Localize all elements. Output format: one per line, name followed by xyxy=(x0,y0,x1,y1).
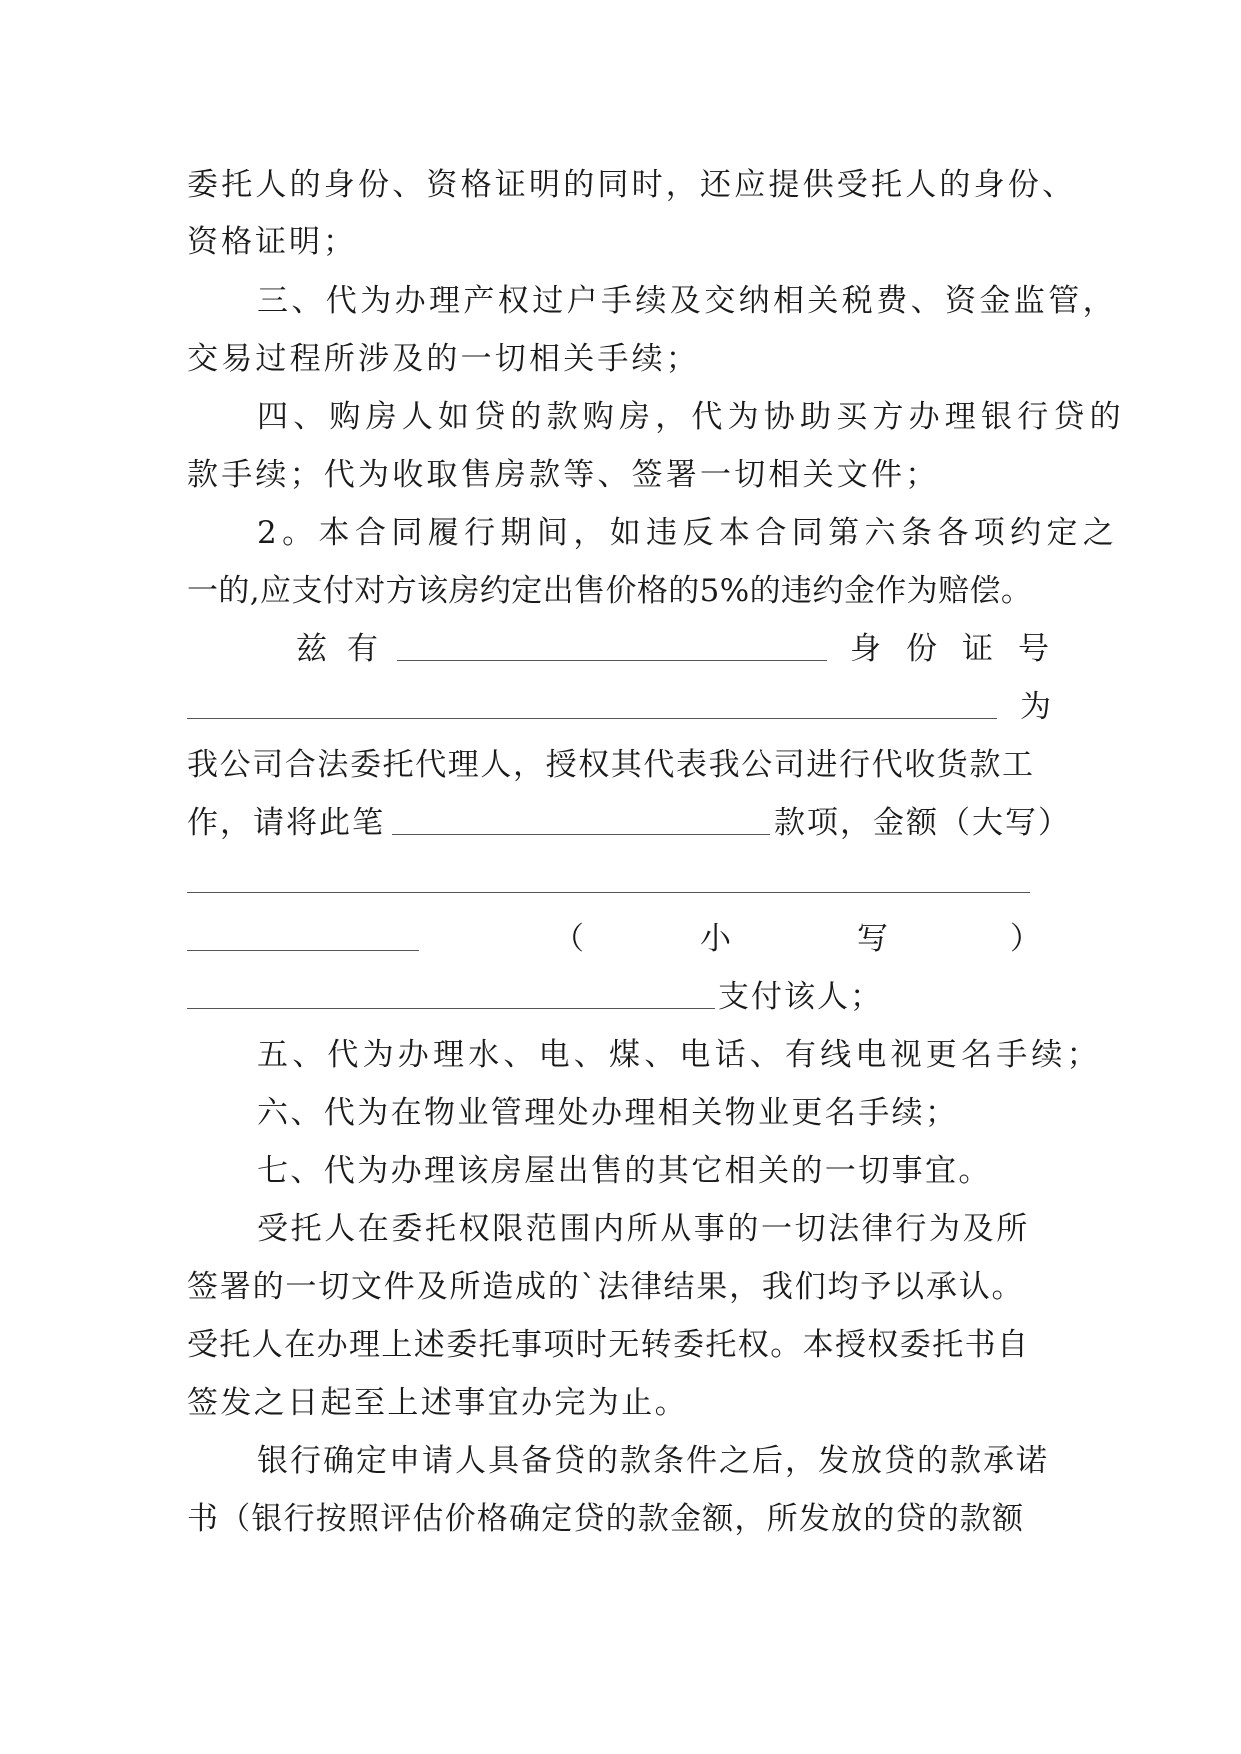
paragraph-text: 款手续；代为收取售房款等、签署一切相关文件； xyxy=(187,457,940,493)
paragraph-text: 委托人的身份、资格证明的同时，还应提供受托人的身份、 xyxy=(187,167,1077,203)
text-char: ） xyxy=(1010,921,1041,957)
text-char: 有 xyxy=(347,631,378,667)
text-char: 号 xyxy=(1018,631,1049,667)
text-line xyxy=(1020,689,1051,725)
text-char: 份 xyxy=(906,631,937,667)
text-line xyxy=(257,399,1126,435)
text-line xyxy=(187,747,1035,783)
text-line xyxy=(718,979,883,1015)
paragraph-text: 签署的一切文件及所造成的`法律结果，我们均予以承认。 xyxy=(187,1269,1025,1305)
text-line xyxy=(962,631,993,667)
paragraph-text: 交易过程所涉及的一切相关手续； xyxy=(187,341,700,377)
text-line xyxy=(857,921,888,957)
text-char: 为 xyxy=(1020,689,1051,725)
text-line xyxy=(1018,631,1049,667)
paragraph-text: 款项，金额（大写） xyxy=(774,805,1071,841)
text-char: 兹 xyxy=(296,631,327,667)
text-char: （ xyxy=(553,921,584,957)
text-char: 证 xyxy=(962,631,993,667)
text-line xyxy=(187,1269,1025,1305)
text-line xyxy=(187,457,940,493)
paragraph-text: 受托人在办理上述委托事项时无转委托权。本授权委托书自 xyxy=(187,1327,1030,1363)
paragraph-text: 书（银行按照评估价格确定贷的款金额，所发放的贷的款额 xyxy=(187,1501,1025,1537)
paragraph-text: 五、代为办理水、电、煤、电话、有线电视更名手续； xyxy=(257,1037,1102,1073)
fill-in-blank-amount-words-cont[interactable] xyxy=(187,950,419,951)
text-line xyxy=(296,631,327,667)
text-line xyxy=(1010,921,1041,957)
paragraph-text: 签发之日起至上述事宜办完为止。 xyxy=(187,1385,688,1421)
fill-in-blank-amount-figures[interactable] xyxy=(187,1008,715,1009)
text-line xyxy=(257,1211,1030,1247)
text-line xyxy=(187,224,357,260)
text-line xyxy=(850,631,881,667)
text-line xyxy=(187,1385,688,1421)
text-line xyxy=(906,631,937,667)
text-line xyxy=(257,283,1117,319)
fill-in-blank-id-number[interactable] xyxy=(187,718,997,719)
text-line xyxy=(187,805,385,841)
paragraph-text: 我公司合法委托代理人，授权其代表我公司进行代收货款工 xyxy=(187,747,1035,783)
paragraph-text: 三、代为办理产权过户手续及交纳相关税费、资金监管， xyxy=(257,283,1117,319)
text-char: 写 xyxy=(857,921,888,957)
paragraph-text: 支付该人； xyxy=(718,979,883,1015)
text-line xyxy=(347,631,378,667)
text-line xyxy=(187,1501,1025,1537)
fill-in-blank-name[interactable] xyxy=(397,660,827,661)
paragraph-text: 银行确定申请人具备贷的款条件之后，发放贷的款承诺 xyxy=(257,1443,1049,1479)
paragraph-text: 受托人在委托权限范围内所从事的一切法律行为及所 xyxy=(257,1211,1030,1247)
text-char: 身 xyxy=(850,631,881,667)
paragraph-text: 作，请将此笔 xyxy=(187,805,385,841)
text-line xyxy=(187,341,700,377)
text-char: 小 xyxy=(700,921,731,957)
paragraph-text: 资格证明； xyxy=(187,224,357,260)
text-line xyxy=(187,573,1033,609)
fill-in-blank-amount-words[interactable] xyxy=(187,892,1030,893)
text-line xyxy=(257,515,1120,551)
fill-in-blank-payment[interactable] xyxy=(392,834,770,835)
paragraph-text: 七、代为办理该房屋出售的其它相关的一切事宜。 xyxy=(257,1153,992,1189)
text-line xyxy=(700,921,731,957)
text-line xyxy=(187,167,1077,203)
paragraph-text: 六、代为在物业管理处办理相关物业更名手续； xyxy=(257,1095,959,1131)
text-line xyxy=(774,805,1071,841)
text-line xyxy=(257,1037,1102,1073)
paragraph-text: 四、购房人如贷的款购房，代为协助买方办理银行贷的 xyxy=(257,399,1126,435)
paragraph-text: 2。本合同履行期间，如违反本合同第六条各项约定之 xyxy=(257,515,1120,551)
text-line xyxy=(257,1443,1049,1479)
paragraph-text: 一的,应支付对方该房约定出售价格的5%的违约金作为赔偿。 xyxy=(187,573,1033,609)
text-line xyxy=(257,1095,959,1131)
text-line xyxy=(257,1153,992,1189)
text-line xyxy=(187,1327,1030,1363)
text-line xyxy=(553,921,584,957)
